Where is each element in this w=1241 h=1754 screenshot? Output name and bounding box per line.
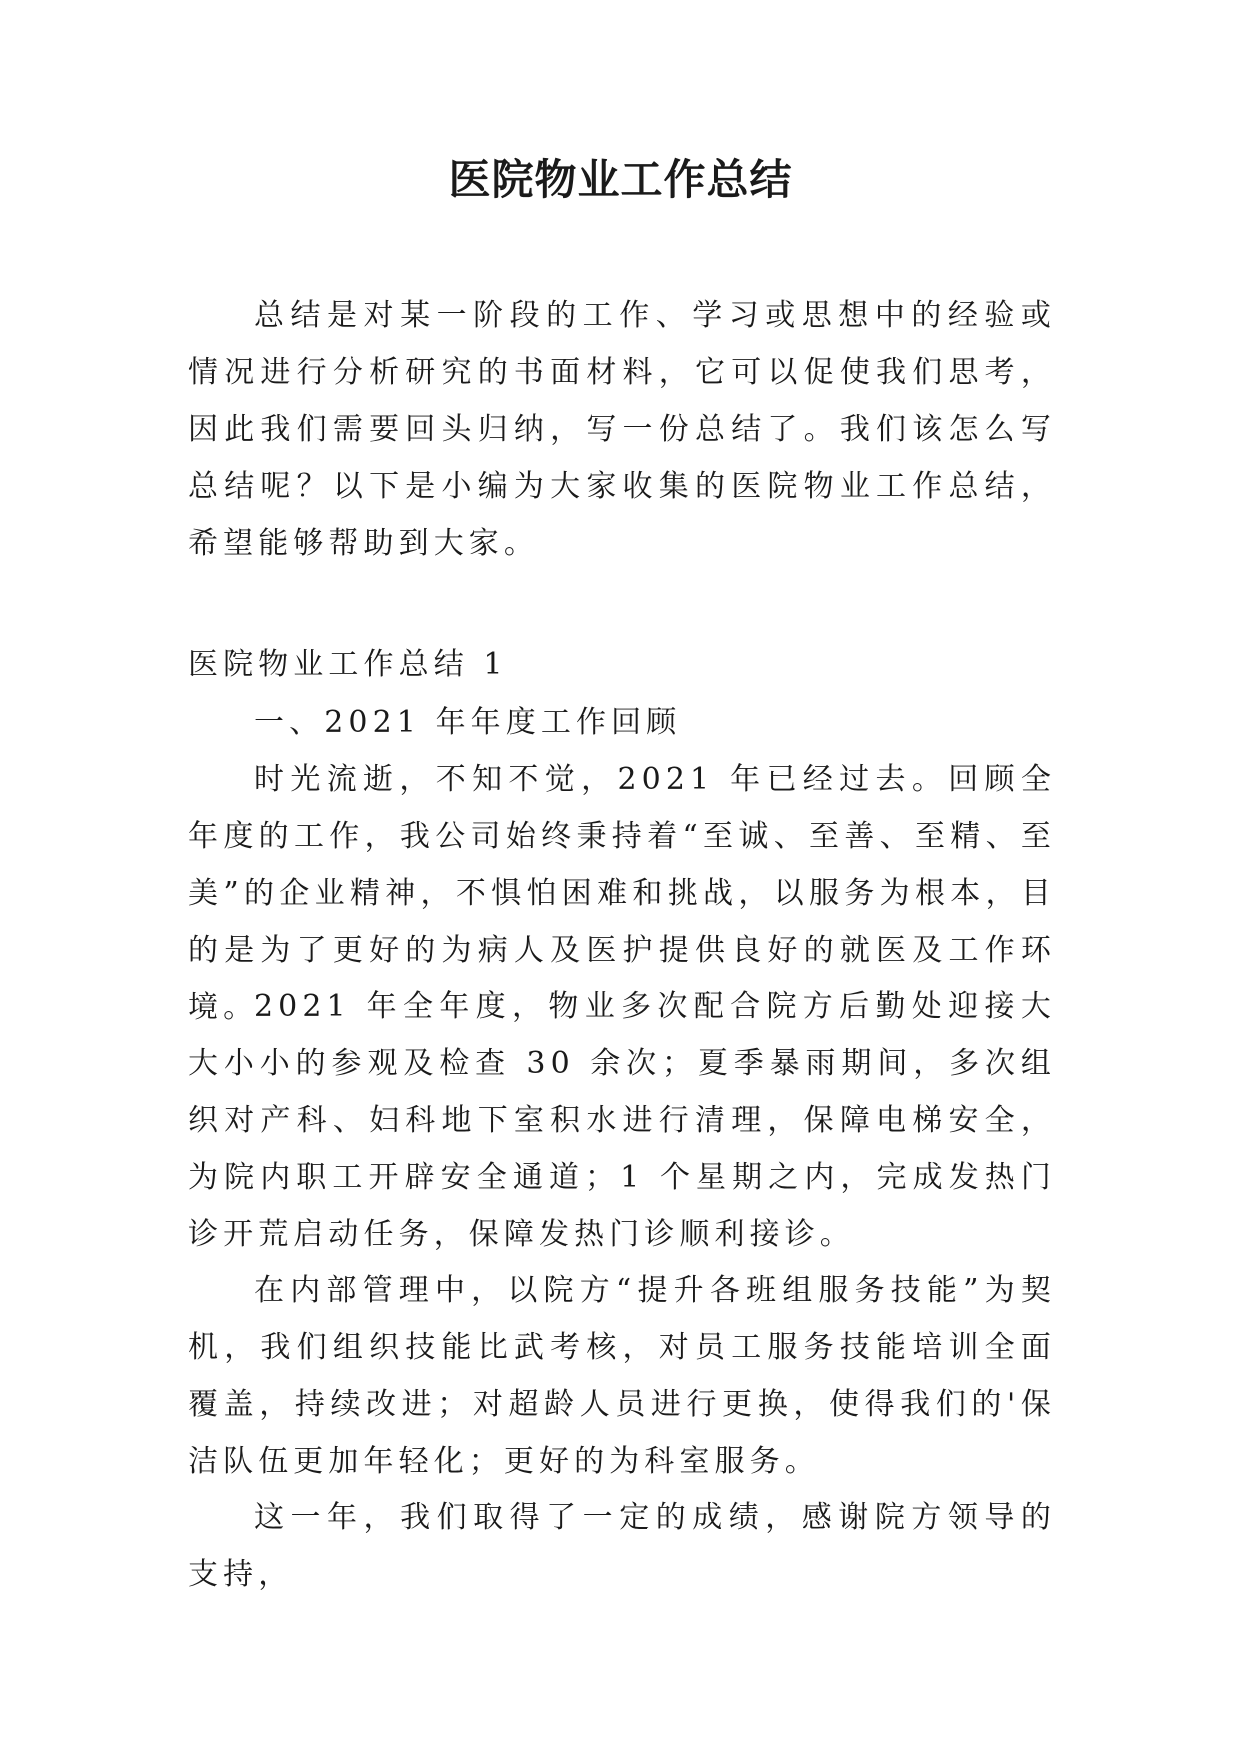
body-paragraph: 这一年，我们取得了一定的成绩，感谢院方领导的支持， (188, 1500, 1056, 1592)
intro-paragraph: 总结是对某一阶段的工作、学习或思想中的经验或情况进行分析研究的书面材料，它可以促使我们思考，因此我们需要回头归纳，写一份总结了。我们该怎么写总结呢？以下是小编为大家收集的医院物业工作总结，希望能够帮助到大家。 (188, 298, 1056, 561)
body-paragraph: 时光流逝，不知不觉，2021 年已经过去。回顾全年度的工作，我公司始终秉持着“至诚、至善、至精、至美”的企业精神，不惧怕困难和挑战，以服务为根本，目的是为了更好的为病人及医护提供良好的就医及工作环境。 (188, 762, 1056, 1025)
section-heading: 一、2021 年年度工作回顾 (254, 705, 682, 740)
body-paragraph: 2021 年全年度，物业多次配合院方后勤处迎接大大小小的参观及检查 30 余次；夏季暴雨期间，多次组织对产科、妇科地下室积水进行清理，保障电梯安全，为院内职工开辟安全通道；1 个星期之内，完成发热门诊开荒启动任务，保障发热门诊顺利接诊。 (188, 989, 1056, 1252)
section-title: 医院物业工作总结 1 (188, 647, 508, 682)
document-title: 医院物业工作总结 (448, 155, 793, 204)
body-paragraph: 在内部管理中，以院方“提升各班组服务技能”为契机，我们组织技能比武考核，对员工服务技能培训全面覆盖，持续改进；对超龄人员进行更换，使得我们的'保洁队伍更加年轻化；更好的为科室服务。 (188, 1273, 1056, 1479)
